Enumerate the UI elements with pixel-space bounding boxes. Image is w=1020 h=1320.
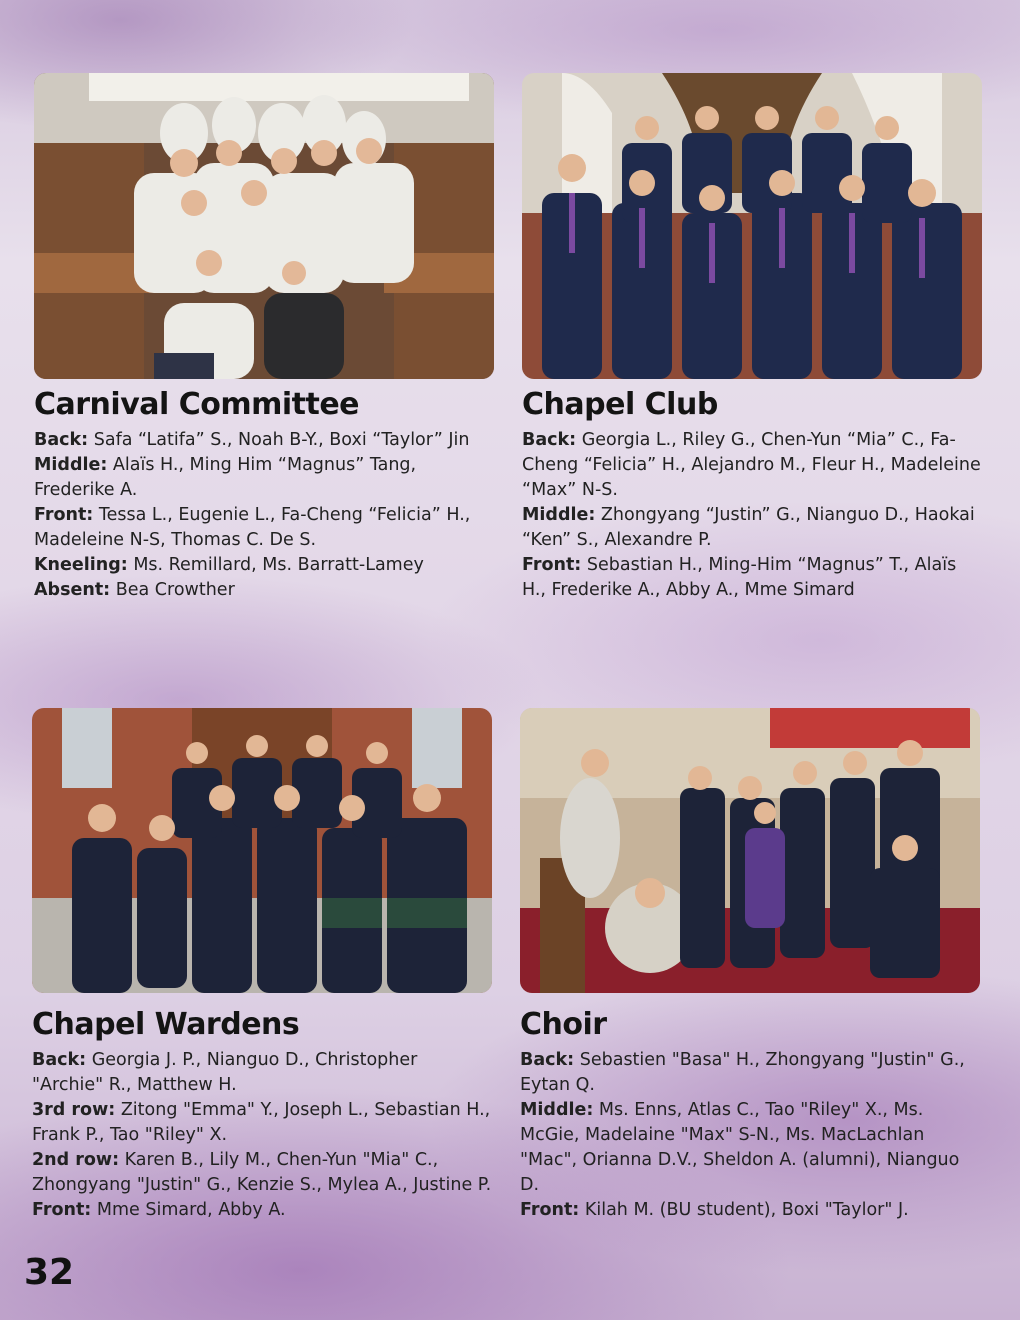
row-front: Front: Kilah M. (BU student), Boxi "Taylor" J.: [520, 1200, 909, 1220]
section-title: Carnival Committee: [34, 387, 360, 422]
row-middle: Middle: Zhongyang “Justin” G., Nianguo D., Haokai “Ken” S., Alexandre P.: [522, 505, 975, 550]
row-front: Front: Mme Simard, Abby A.: [32, 1200, 286, 1220]
section-title: Choir: [520, 1007, 607, 1042]
chapel-club-photo: [522, 73, 982, 379]
row-front: Front: Sebastian H., Ming-Him “Magnus” T., Alaïs H., Frederike A., Abby A., Mme Simard: [522, 555, 957, 600]
row-back: Back: Georgia J. P., Nianguo D., Christopher "Archie" R., Matthew H.: [32, 1050, 418, 1095]
row-kneeling: Kneeling: Ms. Remillard, Ms. Barratt-Lamey: [34, 555, 424, 575]
row-3rd: 3rd row: Zitong "Emma" Y., Joseph L., Sebastian H., Frank P., Tao "Riley" X.: [32, 1100, 491, 1145]
member-list: [32, 1048, 492, 1223]
section-chapel-club: [522, 73, 982, 603]
row-absent: Absent: Bea Crowther: [34, 580, 235, 600]
section-carnival-committee: [34, 73, 494, 603]
chapel-wardens-photo: [32, 708, 492, 993]
row-back: Back: Safa “Latifa” S., Noah B-Y., Boxi “Taylor” Jin: [34, 430, 470, 450]
row-back: Back: Sebastien "Basa" H., Zhongyang "Justin" G., Eytan Q.: [520, 1050, 965, 1095]
section-choir: [520, 708, 980, 1223]
row-back: Back: Georgia L., Riley G., Chen-Yun “Mia” C., Fa-Cheng “Felicia” H., Alejandro M., Fleur H., Madeleine “Max” N-S.: [522, 430, 981, 500]
member-list: [520, 1048, 980, 1223]
choir-photo: [520, 708, 980, 993]
page-number: 32: [24, 1252, 75, 1293]
section-chapel-wardens: [32, 708, 492, 1223]
row-middle: Middle: Alaïs H., Ming Him “Magnus” Tang, Frederike A.: [34, 455, 417, 500]
row-2nd: 2nd row: Karen B., Lily M., Chen-Yun "Mia" C., Zhongyang "Justin" G., Kenzie S., Mylea A., Justine P.: [32, 1150, 492, 1195]
carnival-committee-photo: [34, 73, 494, 379]
section-title: Chapel Club: [522, 387, 718, 422]
member-list: [522, 428, 982, 603]
row-middle: Middle: Ms. Enns, Atlas C., Tao "Riley" X., Ms. McGie, Madelaine "Max" S-N., Ms. MacLachlan "Mac", Orianna D.V., Sheldon A. (alumni), Nianguo D.: [520, 1100, 960, 1195]
section-title: Chapel Wardens: [32, 1007, 300, 1042]
member-list: [34, 428, 494, 603]
row-front: Front: Tessa L., Eugenie L., Fa-Cheng “Felicia” H., Madeleine N-S, Thomas C. De S.: [34, 505, 471, 550]
